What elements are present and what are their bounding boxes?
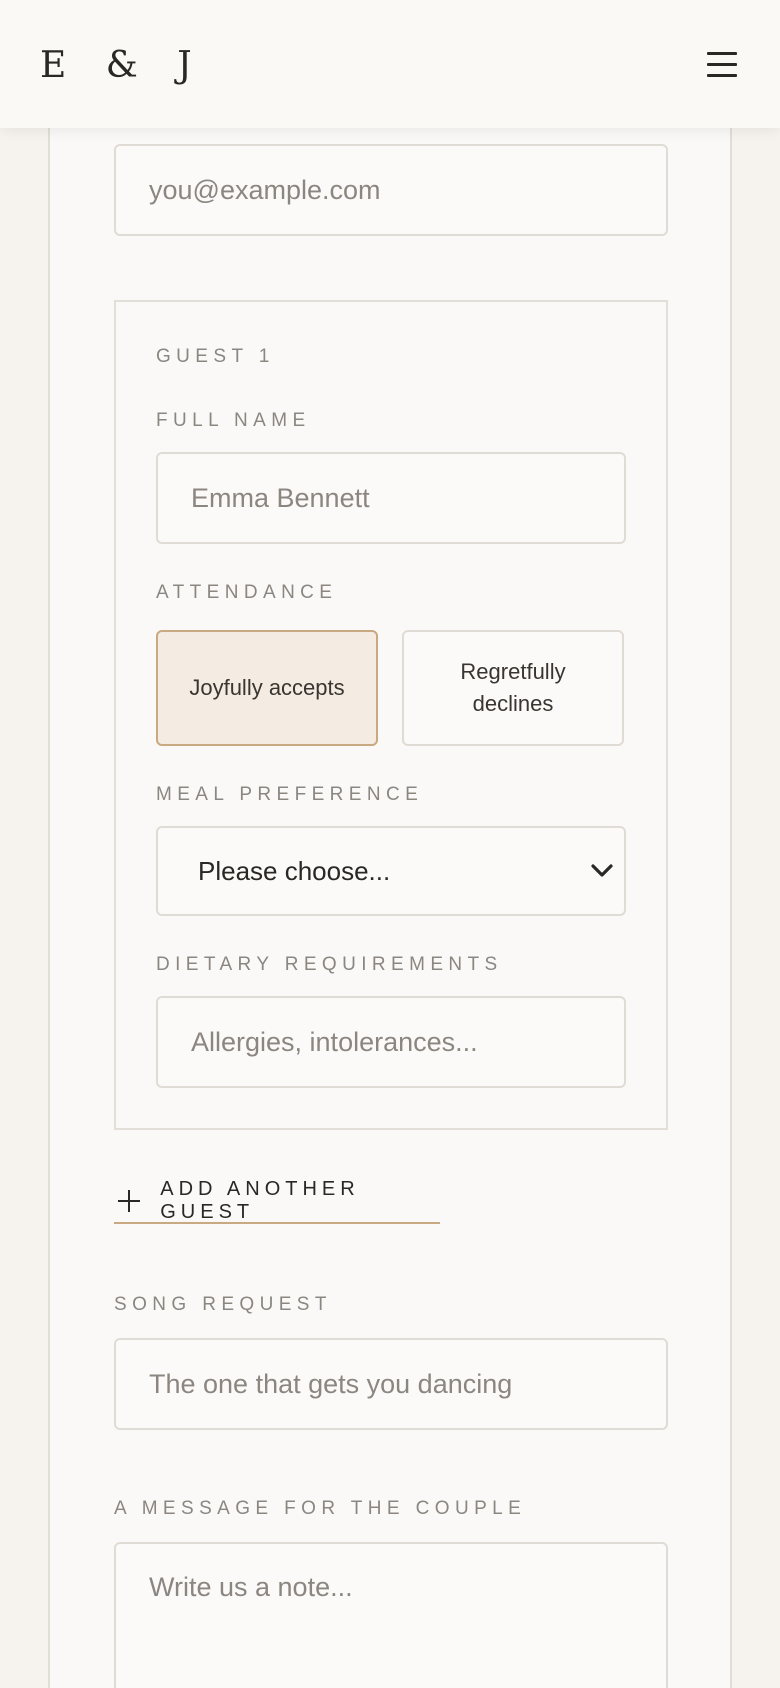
menu-line bbox=[707, 63, 737, 66]
guest-card bbox=[114, 300, 668, 1130]
message-placeholder: Write us a note... bbox=[149, 1572, 353, 1602]
decline-label: Regretfully declines bbox=[460, 659, 566, 716]
guest-title: GUEST 1 bbox=[156, 346, 275, 367]
menu-line bbox=[707, 74, 737, 77]
site-header bbox=[0, 0, 780, 128]
meal-preference-select[interactable] bbox=[156, 826, 626, 916]
email-input[interactable] bbox=[114, 144, 668, 236]
song-request-label: SONG REQUEST bbox=[114, 1294, 332, 1315]
attendance-label: ATTENDANCE bbox=[156, 582, 338, 603]
song-request-placeholder: The one that gets you dancing bbox=[149, 1368, 513, 1399]
full-name-label: FULL NAME bbox=[156, 410, 311, 431]
chevron-down-icon bbox=[588, 857, 616, 885]
add-guest-label: ADD ANOTHER GUEST bbox=[160, 1178, 360, 1223]
message-label: A MESSAGE FOR THE COUPLE bbox=[114, 1498, 527, 1519]
email-placeholder: you@example.com bbox=[149, 174, 381, 205]
add-guest-button[interactable] bbox=[114, 1180, 440, 1224]
accept-label: Joyfully accepts bbox=[189, 675, 345, 700]
couple-monogram[interactable]: E & J bbox=[40, 44, 206, 86]
meal-preference-label: MEAL PREFERENCE bbox=[156, 784, 424, 805]
dietary-label: DIETARY REQUIREMENTS bbox=[156, 954, 503, 975]
song-request-input[interactable] bbox=[114, 1338, 668, 1430]
decline-button[interactable] bbox=[402, 630, 624, 746]
hamburger-menu-icon[interactable] bbox=[700, 42, 744, 86]
full-name-input[interactable] bbox=[156, 452, 626, 544]
menu-line bbox=[707, 52, 737, 55]
plus-icon bbox=[118, 1190, 138, 1212]
dietary-input[interactable] bbox=[156, 996, 626, 1088]
accept-button[interactable] bbox=[156, 630, 378, 746]
full-name-placeholder: Emma Bennett bbox=[191, 482, 370, 513]
dietary-placeholder: Allergies, intolerances... bbox=[191, 1026, 478, 1057]
meal-selected-value: Please choose... bbox=[198, 855, 391, 886]
message-textarea[interactable] bbox=[114, 1542, 668, 1688]
